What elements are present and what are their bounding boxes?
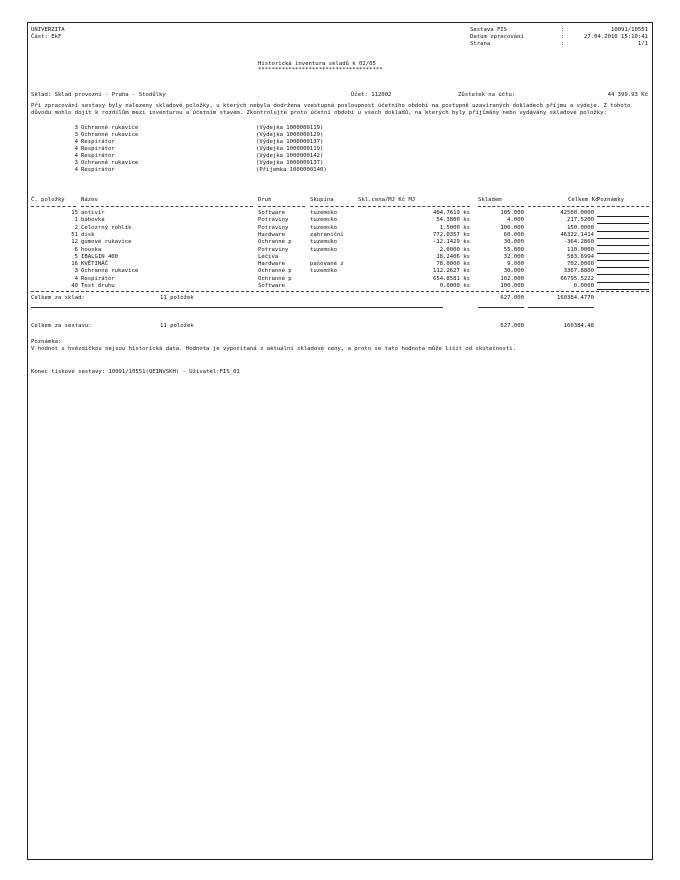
balance-label: Zůstatek na účtu: [458,92,516,98]
totals-rule-2 [478,307,524,308]
page-value: 1/1 [637,41,648,47]
cell-price: 2.0000 ks [439,246,470,253]
warning-item-doc: (Výdejka 1000000137) [256,139,324,145]
report-title: Historická inventura skladů k 02/05 [258,61,376,67]
totals-rule-top [31,291,649,292]
table-row [28,254,654,261]
cell-price: 772.0357 ks [432,231,470,238]
warehouse-total-count: 11 položek [160,295,194,301]
warehouse-total-stock: 627.000 [500,295,524,301]
cell-name: gumové rukavice [81,239,132,246]
cell-type: Léčiva [258,253,279,260]
warning-item-num: 3 [74,160,78,166]
header-rule-total [528,206,594,207]
cell-group: zahraniční [310,231,344,238]
warning-item-doc: (Výdejka 1000000142) [256,153,324,159]
processed-value: 27.04.2010 15:10:41 [584,34,648,40]
warning-item [28,160,654,167]
cell-stock: 30.000 [503,239,524,246]
title-underline: ************************************* [258,67,383,73]
warning-item-name: Respirátor [81,146,115,152]
cell-group: tuzemsko [310,224,337,231]
processed-label: Datum zpracování [470,34,524,40]
report-page [27,22,653,860]
header-price: Skl.cena/MJ Kč MJ [358,197,416,203]
cell-type: Potraviny [258,246,289,253]
cell-name: IBALGIN 400 [81,253,119,260]
warning-item-doc: (Výdejka 1000000129) [256,132,324,138]
table-row [28,283,654,290]
system-sep: : [561,27,565,33]
table-row [28,225,654,232]
cell-group: tuzemsko [310,246,337,253]
warning-item-num: 4 [74,167,78,173]
warning-item-num: 4 [74,139,78,145]
org-name: UNIVERZITA [31,27,65,33]
warning-item [28,132,654,139]
cell-stock: 102.000 [500,275,524,282]
cell-stock: 32.000 [503,253,524,260]
warning-item-name: Ochranné rukavice [81,160,139,166]
note-heading: Poznámka: [31,339,62,345]
cell-num: 6 [74,246,78,253]
cell-num: 2 [74,224,78,231]
account-label: Účet: 112002 [351,92,392,98]
cell-group: tuzemsko [310,239,337,246]
cell-total: 42500.0000 [560,210,594,216]
header-rule-stock [478,206,524,207]
header-stock: Skladem [478,197,502,203]
warning-item-name: Respirátor [81,139,115,145]
report-total-label: Celkem za sestavu: [31,323,92,329]
cell-num: 3 [74,268,78,275]
cell-num: 12 [71,239,78,246]
cell-group: tuzemsko [310,217,337,224]
cell-total: 3367.8800 [563,268,594,275]
cell-type: Ochranné p [258,239,292,246]
warning-item [28,167,654,174]
header-total: Celkem Kč [568,197,599,203]
cell-stock: 60.000 [503,231,524,238]
page-label: Strana [470,41,491,47]
totals-rule-3 [528,307,594,308]
warning-item-name: Ochranné rukavice [81,132,139,138]
cell-type: Ochranné p [258,268,292,275]
table-row [28,247,654,254]
cell-stock: 100.000 [500,224,524,231]
cell-stock: 105.000 [500,210,524,216]
warehouse-label: Sklad: Sklad provozní - Praha - Stodůlky [31,92,166,98]
warning-item [28,125,654,132]
note-text: V hodnot s hvězdičkou nejsou historická data. Hodnota je vypočítaná z aktuální skladové ceny, a proto se tato hodnota může lišit od skutečnosti. [31,346,516,352]
cell-group: pašované z [310,261,344,268]
processed-sep: : [561,34,565,40]
header-type: Druh [258,197,272,203]
cell-stock: 100.000 [500,283,524,289]
table-row [28,276,654,283]
cell-type: Potraviny [258,217,289,224]
cell-type: Hardware [258,231,285,238]
header-group: Skupina [310,197,334,203]
cell-total: 217.5200 [567,217,594,224]
cell-num: 5 [74,253,78,260]
cell-total: 110.0000 [567,246,594,253]
cell-price: 654.8581 ks [432,275,470,282]
cell-name: antivir [81,210,105,216]
warning-item [28,146,654,153]
warning-item-doc: (Příjemka 1000000140) [256,167,327,173]
header-num: Č. položky [31,197,65,203]
cell-total: 0.0000 [573,283,594,289]
header-rule-type [258,206,305,207]
cell-type: Hardware [258,261,285,268]
header-name: Název [81,197,98,203]
cell-price: 404.7619 ks [432,210,470,216]
report-total-value: 160384.48 [563,323,594,329]
warning-item-name: Respirátor [81,167,115,173]
cell-total: -364.2860 [563,239,594,246]
warehouse-total-value: 160384.4770 [556,295,594,301]
cell-type: Software [258,283,285,289]
cell-num: 51 [71,231,78,238]
cell-price: 18.2406 ks [436,253,470,260]
cell-num: 15 [71,210,78,216]
warning-item-num: 4 [74,146,78,152]
cell-total: 66795.5222 [560,275,594,282]
table-row [28,268,654,275]
cell-name: Ochranné rukavice [81,268,139,275]
report-total-count: 11 položek [160,323,194,329]
cell-num: 40 [71,283,78,289]
cell-num: 16 [71,261,78,268]
end-line: Konec tiskové sestavy: 10091/10551(OEINVSKH) - Uživatel:FIS_01 [31,369,240,375]
warning-item-doc: (Výdejka 1000000119) [256,125,324,131]
cell-name: bábovka [81,217,105,224]
cell-type: Software [258,210,285,216]
cell-total: 583.6994 [567,253,594,260]
cell-stock: 55.000 [503,246,524,253]
header-rule-num [31,206,76,207]
cell-stock: 30.000 [503,268,524,275]
cell-type: Potraviny [258,224,289,231]
header-rule-name [81,206,253,207]
cell-stock: 4.000 [507,217,524,224]
warning-text: Při zpracování sestavy byly nalezeny skladové položky, u kterých nebyla dodržena vzestupná posloupnost účetního období na postupně uzavíraných dokladech příjmu a výdeje. Z tohoto důvodu mohlo dojít k rozdílům mezi inventurou a účetním stavem. Zkontrolujte proto účetní období u všech dokladů, na kterých byly přijímány nebo vydávány skladové položky: [31,103,631,116]
table-row [28,210,654,217]
note-field-line [597,289,649,290]
page-sep: : [561,41,565,47]
report-totals-row [28,323,654,330]
warning-item-num: 3 [74,132,78,138]
cell-name: Respirátor [81,275,115,282]
warning-item-doc: (Výdejka 1000000119) [256,146,324,152]
table-row [28,217,654,224]
cell-price: 0.0000 ks [439,283,470,289]
header-rule-note [597,206,649,207]
warning-item-num: 3 [74,125,78,131]
cell-name: disk [81,231,95,238]
cell-group: tuzemsko [310,268,337,275]
cell-name: houska [81,246,102,253]
system-value: 10091/10551 [610,27,648,33]
warning-item-name: Respirátor [81,153,115,159]
warning-item [28,139,654,146]
warning-item [28,153,654,160]
table-header [28,197,654,204]
table-row [28,239,654,246]
warning-item-doc: (Výdejka 1000000137) [256,160,324,166]
warning-item-name: Ochranné rukavice [81,125,139,131]
cell-total: 46322.1414 [560,231,594,238]
header-rule-price [358,206,470,207]
cell-name: Celozrný rohlík [81,224,132,231]
cell-price: 112.2627 ks [432,268,470,275]
cell-price: 78.0000 ks [436,261,470,268]
cell-stock: 9.000 [507,261,524,268]
cell-name: KVĚTINÁČ [81,261,108,268]
cell-price: -12.1429 ks [432,239,470,246]
cell-num: 1 [74,217,78,224]
table-row [28,232,654,239]
cell-price: 1.5000 ks [439,224,470,231]
report-total-stock: 627.000 [500,323,524,329]
cell-total: 702.0000 [567,261,594,268]
system-label: Sestava FIS [470,27,508,33]
warning-item-num: 4 [74,153,78,159]
cell-price: 54.3800 ks [436,217,470,224]
cell-num: 4 [74,275,78,282]
unit-name: Část: EkF [31,34,62,40]
warehouse-totals-row [28,295,654,302]
balance-value: 44 399.93 Kč [607,92,648,98]
cell-total: 150.0000 [567,224,594,231]
warehouse-total-label: Celkem za sklad: [31,295,85,301]
cell-group: tuzemsko [310,210,337,216]
cell-name: Test druhu [81,283,115,289]
header-note: Poznámky [597,197,624,203]
header-rule-group [310,206,354,207]
totals-rule-1 [31,307,443,308]
cell-type: Ochranné p [258,275,292,282]
